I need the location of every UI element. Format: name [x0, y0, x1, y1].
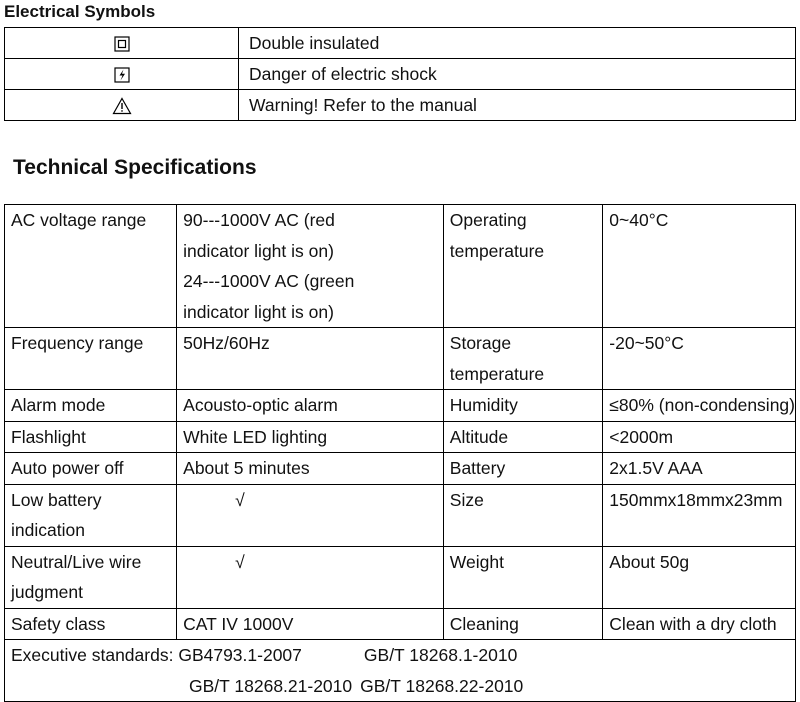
spec-label: Cleaning	[443, 608, 603, 640]
technical-specifications-heading: Technical Specifications	[13, 156, 257, 179]
spec-value: 0~40°C	[603, 205, 796, 328]
standards-line	[11, 671, 795, 702]
spec-label-line: Operating	[449, 210, 527, 230]
table-row	[5, 390, 796, 422]
symbol-cell	[5, 90, 239, 121]
spec-label: Auto power off	[5, 453, 177, 485]
spec-value: About 5 minutes	[177, 453, 444, 485]
standards-label: Executive standards:	[11, 645, 174, 665]
technical-specifications-table	[4, 204, 796, 702]
spec-value-line: 90---1000V AC (red	[183, 210, 335, 230]
spec-label	[443, 328, 603, 390]
electric-shock-icon	[114, 67, 130, 83]
table-row	[5, 453, 796, 485]
executive-standards-cell	[5, 640, 796, 702]
spec-value-line: 24---1000V AC (green	[183, 271, 355, 291]
table-row	[5, 28, 796, 59]
spec-label	[443, 205, 603, 328]
spec-value: 2x1.5V AAA	[603, 453, 796, 485]
spec-value: Clean with a dry cloth	[603, 608, 796, 640]
standard-code: GB/T 18268.1-2010	[363, 645, 518, 665]
check-mark: √	[177, 546, 444, 608]
table-row	[5, 484, 796, 546]
spec-label	[5, 484, 177, 546]
spec-label-line: Low battery	[11, 489, 102, 510]
spec-value: CAT IV 1000V	[177, 608, 444, 640]
check-mark: √	[177, 484, 444, 546]
spec-label: Size	[443, 484, 603, 546]
symbol-cell	[5, 28, 239, 59]
standard-code: GB/T 18268.21-2010	[189, 675, 353, 696]
table-row	[5, 205, 796, 328]
spec-label: AC voltage range	[5, 205, 177, 328]
spec-label-line: indication	[11, 520, 85, 540]
spec-label-line: temperature	[449, 363, 545, 384]
spec-value: 50Hz/60Hz	[177, 328, 444, 390]
table-row	[5, 608, 796, 640]
spec-value-line: indicator light is on)	[183, 301, 334, 322]
spec-value: <2000m	[603, 421, 796, 453]
standard-code: GB/T 18268.22-2010	[360, 675, 524, 696]
spec-value	[177, 205, 444, 328]
electrical-symbols-table	[4, 27, 796, 121]
electrical-symbols-heading: Electrical Symbols	[4, 2, 156, 21]
table-row	[5, 90, 796, 121]
spec-value: Acousto-optic alarm	[177, 390, 444, 422]
spec-label-line: Storage	[449, 333, 512, 353]
spec-label: Humidity	[443, 390, 603, 422]
spec-label: Frequency range	[5, 328, 177, 390]
spec-label: Alarm mode	[5, 390, 177, 422]
spec-value: White LED lighting	[177, 421, 444, 453]
spec-label: Altitude	[443, 421, 603, 453]
warning-triangle-icon	[112, 97, 132, 115]
spec-value-line: indicator light is on)	[183, 240, 334, 261]
spec-value: -20~50°C	[603, 328, 796, 390]
spec-label: Weight	[443, 546, 603, 608]
spec-value: 150mmx18mmx23mm	[603, 484, 796, 546]
standard-code: GB4793.1-2007	[178, 645, 302, 665]
table-row	[5, 421, 796, 453]
spec-value: About 50g	[603, 546, 796, 608]
table-row	[5, 546, 796, 608]
symbol-description: Warning! Refer to the manual	[239, 90, 796, 121]
spec-value: ≤80% (non-condensing)	[603, 390, 796, 422]
spec-label: Safety class	[5, 608, 177, 640]
double-insulated-icon	[114, 36, 130, 52]
standards-line	[11, 640, 795, 671]
symbol-description: Double insulated	[239, 28, 796, 59]
spec-label: Battery	[443, 453, 603, 485]
table-row	[5, 328, 796, 390]
spec-label-line: temperature	[449, 240, 545, 261]
symbol-cell	[5, 59, 239, 90]
spec-label-line: judgment	[11, 582, 83, 602]
table-row	[5, 59, 796, 90]
spec-label-line: Neutral/Live wire	[11, 551, 142, 572]
table-row	[5, 640, 796, 702]
spec-label	[5, 546, 177, 608]
spec-label: Flashlight	[5, 421, 177, 453]
symbol-description: Danger of electric shock	[239, 59, 796, 90]
